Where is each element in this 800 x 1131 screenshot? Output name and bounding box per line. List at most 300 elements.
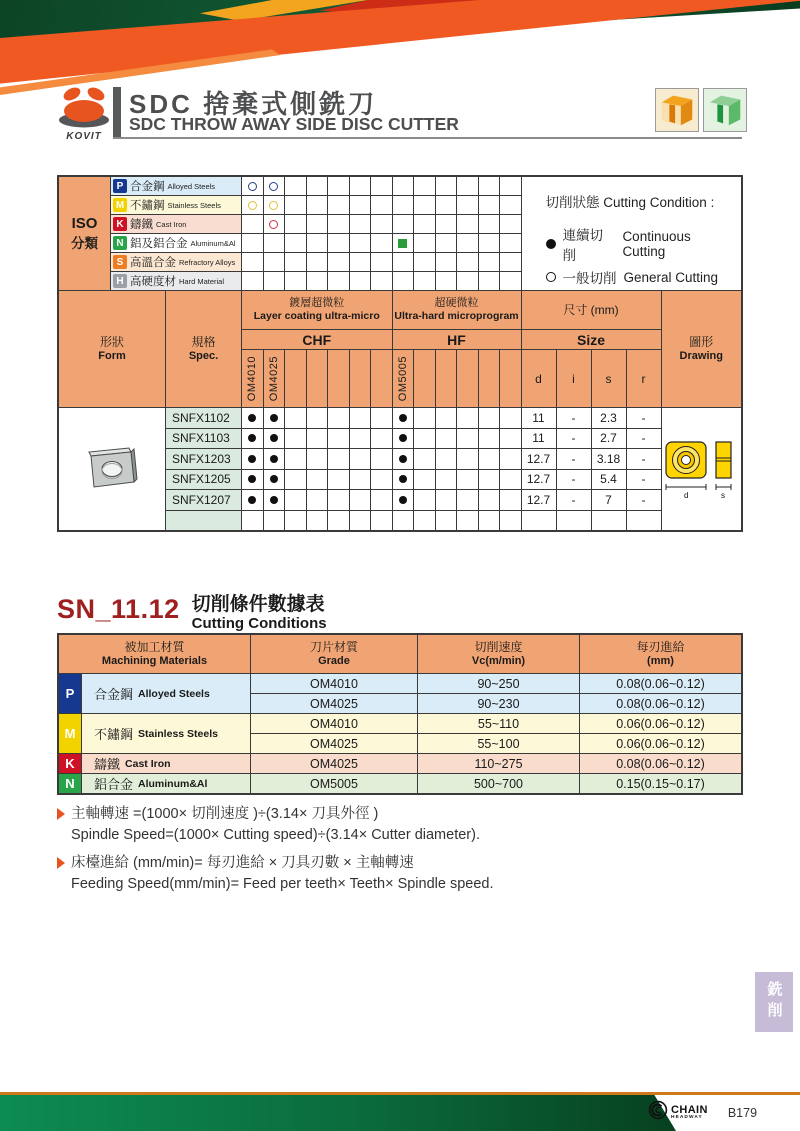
spec-iso-table: [57, 175, 743, 532]
machining-type-icons: [655, 88, 747, 132]
availability-cell: [393, 408, 414, 428]
availability-cell: [371, 449, 392, 469]
insert-dimension-drawing: [662, 408, 742, 530]
material-zh: 不鏽鋼: [94, 727, 134, 742]
iso-letter-badge: H: [113, 274, 127, 288]
iso-grid-cell: [307, 177, 328, 195]
size-value-cell: 12.7: [522, 449, 556, 469]
availability-cell: [500, 511, 521, 531]
availability-cell: [328, 408, 349, 428]
logo-wordmark: KOVIT: [66, 131, 102, 142]
iso-grid-cell: [479, 177, 500, 195]
iso-grid-cell: [414, 177, 435, 195]
iso-material-zh: 鋁及鋁合金: [130, 238, 188, 250]
iso-grid-cell: [328, 215, 349, 233]
iso-grid-cell: [242, 196, 263, 214]
ultra-header-en: Ultra-hard microprogram: [394, 310, 519, 323]
iso-grid-cell: [328, 177, 349, 195]
feed-header-en: (mm): [647, 654, 674, 667]
svg-text:s: s: [721, 491, 726, 500]
iso-grid-cell: [242, 177, 263, 195]
grade-column-header: [436, 350, 457, 407]
title-accent-bar: [113, 87, 121, 137]
iso-letter-badge: N: [113, 236, 127, 250]
availability-cell: [436, 408, 457, 428]
feeding-note-zh: 床檯進給 (mm/min)= 每刃進給 × 刀具刃數 × 主軸轉速: [71, 855, 414, 871]
spec-header-en: Spec.: [188, 349, 219, 362]
availability-cell: [371, 429, 392, 449]
material-code-cell: K: [59, 754, 81, 773]
availability-cell: [500, 490, 521, 510]
slot-milling-icon: [703, 88, 747, 132]
iso-grid-cell: [393, 177, 414, 195]
formula-notes: [57, 804, 717, 902]
general-cutting-mark: [248, 201, 257, 210]
size-value-cell: 5.4: [592, 470, 626, 490]
availability-cell: [479, 449, 500, 469]
iso-grid-cell: [414, 253, 435, 271]
availability-cell: [371, 470, 392, 490]
grade-column-header: [350, 350, 371, 407]
continuous-cutting-dot: [270, 475, 278, 483]
vc-cell: 110~275: [418, 754, 579, 773]
grade-column-header: [414, 350, 435, 407]
iso-grid-cell: [242, 215, 263, 233]
iso-grid-cell: [371, 272, 392, 290]
material-zh: 合金鋼: [94, 687, 134, 702]
size-group-header: [522, 291, 661, 329]
iso-material-en: Alloyed Steels: [167, 181, 216, 191]
spec-name-cell: SNFX1102: [166, 408, 241, 428]
milling-section-tab: 銑削: [755, 972, 793, 1032]
coating-group-header: [242, 291, 392, 329]
iso-grid-cell: [307, 253, 328, 271]
grade-label: OM5005: [396, 355, 409, 402]
hf-subheader: HF: [393, 330, 521, 349]
col-header-vc: [418, 635, 579, 673]
material-code-cell: P: [59, 674, 81, 713]
material-name-cell: [82, 754, 250, 773]
continuous-cutting-dot: [270, 434, 278, 442]
iso-grid-cell: [393, 234, 414, 252]
spec-header: [166, 291, 241, 407]
iso-grid-cell: [350, 196, 371, 214]
iso-grid-cell: [457, 177, 478, 195]
availability-cell: [350, 429, 371, 449]
iso-grid-cell: [285, 253, 306, 271]
legend-item: [546, 267, 736, 287]
availability-cell: [414, 449, 435, 469]
vc-header-en: Vc(m/min): [471, 654, 526, 667]
material-en: Stainless Steels: [138, 727, 218, 740]
iso-material-cell: [111, 234, 241, 252]
iso-grid-cell: [307, 196, 328, 214]
size-value-cell: [522, 511, 556, 531]
availability-cell: [285, 470, 306, 490]
iso-grid-cell: [436, 196, 457, 214]
grade-column-header: [457, 350, 478, 407]
material-zh: 鑄鐵: [94, 757, 121, 772]
iso-material-zh: 不鏽鋼: [130, 200, 165, 212]
iso-grid-cell: [457, 196, 478, 214]
iso-grid-cell: [285, 215, 306, 233]
availability-cell: [436, 511, 457, 531]
availability-cell: [350, 470, 371, 490]
general-cutting-mark: [269, 182, 278, 191]
iso-letter-badge: P: [113, 179, 127, 193]
grade-cell: OM4025: [251, 754, 417, 773]
material-en: Aluminum&Al: [138, 777, 208, 790]
iso-material-zh: 鑄鐵: [130, 219, 153, 231]
materials-header-en: Machining Materials: [101, 654, 208, 667]
iso-grid-cell: [307, 234, 328, 252]
iso-grid-cell: [500, 253, 521, 271]
availability-cell: [285, 408, 306, 428]
grade-column-header: [479, 350, 500, 407]
iso-grid-cell: [307, 272, 328, 290]
spec-name-cell: [166, 511, 241, 531]
material-name-cell: [82, 714, 250, 753]
cutting-condition-legend-items: [546, 224, 736, 290]
availability-cell: [436, 490, 457, 510]
form-header: [59, 291, 165, 407]
size-value-cell: -: [557, 408, 591, 428]
legend-item: [546, 224, 736, 264]
continuous-cutting-dot: [399, 496, 407, 504]
availability-cell: [328, 449, 349, 469]
material-code-cell: M: [59, 714, 81, 753]
iso-grid-cell: [371, 196, 392, 214]
grade-column-header: [242, 350, 263, 407]
grade-column-header: [264, 350, 285, 407]
size-value-cell: 11: [522, 408, 556, 428]
iso-grid-cell: [264, 253, 285, 271]
page-number: B179: [727, 1105, 758, 1120]
iso-grid-cell: [242, 272, 263, 290]
size-value-cell: -: [627, 490, 661, 510]
continuous-cutting-dot: [248, 455, 256, 463]
iso-grid-cell: [328, 272, 349, 290]
spec-name-cell: SNFX1205: [166, 470, 241, 490]
availability-cell: [479, 511, 500, 531]
iso-grid-cell: [264, 177, 285, 195]
iso-grid-cell: [371, 234, 392, 252]
iso-material-zh: 合金鋼: [130, 181, 165, 193]
availability-cell: [436, 470, 457, 490]
size-value-cell: 2.3: [592, 408, 626, 428]
size-value-cell: 2.7: [592, 429, 626, 449]
size-value-cell: 11: [522, 429, 556, 449]
iso-grid-cell: [436, 234, 457, 252]
iso-grid-cell: [457, 234, 478, 252]
availability-cell: [457, 429, 478, 449]
feed-cell: 0.06(0.06~0.12): [580, 714, 741, 733]
availability-cell: [307, 511, 328, 531]
section-code: SN_11.12: [57, 594, 180, 624]
continuous-cutting-dot: [399, 475, 407, 483]
iso-grid-cell: [414, 272, 435, 290]
section-title-zh: 切削條件數據表: [191, 594, 325, 615]
size-value-cell: -: [557, 470, 591, 490]
size-value-cell: 3.18: [592, 449, 626, 469]
iso-grid-cell: [328, 253, 349, 271]
iso-grid-cell: [285, 196, 306, 214]
iso-grid-cell: [350, 177, 371, 195]
side-milling-icon: [655, 88, 699, 132]
iso-grid-cell: [350, 215, 371, 233]
interrupted-cutting-mark: [398, 239, 407, 248]
iso-material-en: Hard Material: [179, 276, 225, 286]
gray-insert-drawing: [81, 440, 143, 498]
continuous-cutting-dot: [248, 434, 256, 442]
cutting-conditions-heading: [57, 592, 327, 632]
availability-cell: [414, 429, 435, 449]
availability-cell: [242, 408, 263, 428]
feed-cell: 0.08(0.06~0.12): [580, 674, 741, 693]
iso-grid-cell: [414, 234, 435, 252]
availability-cell: [264, 470, 285, 490]
availability-cell: [371, 490, 392, 510]
form-header-en: Form: [98, 349, 126, 362]
iso-grid-cell: [479, 253, 500, 271]
continuous-cutting-dot: [248, 475, 256, 483]
material-zh: 鋁合金: [94, 777, 134, 792]
size-subheader: Size: [522, 330, 661, 349]
insert-form-image: [59, 408, 165, 530]
availability-cell: [242, 449, 263, 469]
cutting-condition-legend: [522, 177, 742, 290]
iso-material-zh: 高溫合金: [130, 257, 176, 269]
availability-cell: [307, 490, 328, 510]
iso-material-en: Stainless Steels: [167, 200, 221, 210]
legend-zh: 一般切削: [562, 271, 617, 286]
iso-grid-cell: [436, 215, 457, 233]
availability-cell: [457, 490, 478, 510]
size-value-cell: -: [627, 449, 661, 469]
grade-label: OM4025: [267, 355, 280, 402]
availability-cell: [285, 449, 306, 469]
availability-cell: [264, 490, 285, 510]
iso-grid-cell: [371, 253, 392, 271]
iso-grid-cell: [393, 215, 414, 233]
size-value-cell: [557, 511, 591, 531]
availability-cell: [393, 449, 414, 469]
availability-cell: [264, 511, 285, 531]
iso-grid-cell: [350, 234, 371, 252]
page-title-zh: SDC 捨棄式側銑刀: [129, 89, 378, 119]
iso-grid-cell: [264, 272, 285, 290]
vc-cell: 55~110: [418, 714, 579, 733]
availability-cell: [479, 408, 500, 428]
continuous-cutting-dot: [270, 455, 278, 463]
availability-cell: [264, 408, 285, 428]
iso-material-cell: [111, 253, 241, 271]
legend-en: General Cutting: [623, 269, 719, 285]
availability-cell: [479, 470, 500, 490]
iso-grid-cell: [500, 196, 521, 214]
iso-grid-cell: [457, 215, 478, 233]
iso-letter-badge: M: [113, 198, 127, 212]
availability-cell: [328, 490, 349, 510]
availability-cell: [393, 429, 414, 449]
availability-cell: [307, 429, 328, 449]
iso-grid-cell: [393, 272, 414, 290]
general-cutting-mark: [269, 201, 278, 210]
iso-material-en: Cast Iron: [156, 219, 187, 229]
col-header-feed: [580, 635, 741, 673]
availability-cell: [457, 470, 478, 490]
iso-grid-cell: [307, 215, 328, 233]
vc-header-zh: 切削速度: [474, 639, 523, 654]
iso-grid-cell: [500, 234, 521, 252]
availability-cell: [371, 408, 392, 428]
iso-grid-cell: [479, 196, 500, 214]
col-header-materials: [59, 635, 250, 673]
size-header-zh: 尺寸 (mm): [563, 302, 619, 317]
availability-cell: [500, 429, 521, 449]
availability-cell: [479, 429, 500, 449]
materials-header-zh: 被加工材質: [124, 639, 185, 654]
availability-cell: [479, 490, 500, 510]
material-en: Alloyed Steels: [138, 687, 210, 700]
grade-cell: OM4010: [251, 714, 417, 733]
availability-cell: [414, 470, 435, 490]
availability-cell: [328, 429, 349, 449]
brand-name-line2: HEADWAY: [671, 1114, 703, 1120]
iso-grid-cell: [242, 234, 263, 252]
availability-cell: [242, 511, 263, 531]
iso-grid-cell: [264, 215, 285, 233]
ultra-group-header: [393, 291, 521, 329]
bullet-triangle-icon: [57, 857, 65, 869]
size-value-cell: -: [627, 470, 661, 490]
grade-header-zh: 刀片材質: [309, 639, 358, 654]
availability-cell: [350, 511, 371, 531]
continuous-cutting-dot: [399, 455, 407, 463]
footer-brand: [648, 1100, 757, 1125]
ultra-header-zh: 超硬微粒: [434, 296, 479, 309]
iso-letter-badge: S: [113, 255, 127, 269]
iso-grid-cell: [479, 272, 500, 290]
iso-grid-cell: [371, 215, 392, 233]
grade-column-header: [371, 350, 392, 407]
size-value-cell: -: [627, 429, 661, 449]
size-col-i: i: [557, 350, 591, 407]
iso-grid-cell: [479, 234, 500, 252]
size-value-cell: -: [627, 408, 661, 428]
continuous-cutting-dot: [270, 414, 278, 422]
material-en: Cast Iron: [125, 757, 171, 770]
vc-cell: 55~100: [418, 734, 579, 753]
availability-cell: [350, 490, 371, 510]
availability-cell: [242, 470, 263, 490]
availability-cell: [436, 449, 457, 469]
spec-name-cell: SNFX1103: [166, 429, 241, 449]
iso-material-cell: [111, 196, 241, 214]
availability-cell: [350, 408, 371, 428]
title-underline: [113, 137, 742, 139]
section-title-en: Cutting Conditions: [191, 615, 327, 632]
legend-title: 切削狀態 Cutting Condition :: [545, 195, 715, 210]
iso-grid-cell: [457, 272, 478, 290]
availability-cell: [328, 511, 349, 531]
availability-cell: [285, 429, 306, 449]
iso-grid-cell: [436, 272, 457, 290]
iso-letter-badge: K: [113, 217, 127, 231]
iso-grid-cell: [479, 215, 500, 233]
iso-grid-cell: [500, 177, 521, 195]
size-value-cell: 7: [592, 490, 626, 510]
availability-cell: [500, 408, 521, 428]
availability-cell: [350, 449, 371, 469]
grade-column-header: [328, 350, 349, 407]
availability-cell: [500, 470, 521, 490]
feed-cell: 0.08(0.06~0.12): [580, 754, 741, 773]
brand-name-line1: CHAIN: [671, 1103, 708, 1116]
coating-header-en: Layer coating ultra-micro: [253, 310, 380, 323]
chf-subheader: CHF: [242, 330, 392, 349]
grade-cell: OM4025: [251, 694, 417, 713]
availability-cell: [393, 470, 414, 490]
form-header-zh: 形狀: [99, 334, 124, 349]
availability-cell: [414, 490, 435, 510]
size-value-cell: -: [557, 429, 591, 449]
iso-label-bottom: 分類: [71, 236, 98, 251]
general-cutting-mark: [269, 220, 278, 229]
yellow-insert-drawing: [664, 428, 738, 510]
brand-logo: [56, 84, 112, 142]
grade-column-header: [285, 350, 306, 407]
availability-cell: [371, 511, 392, 531]
chain-headway-logo-icon: [648, 1100, 668, 1125]
continuous-cutting-dot: [270, 496, 278, 504]
continuous-cutting-dot: [399, 414, 407, 422]
availability-cell: [307, 449, 328, 469]
availability-cell: [264, 429, 285, 449]
vc-cell: 500~700: [418, 774, 579, 793]
material-code-cell: N: [59, 774, 81, 793]
conditions-table: [57, 633, 743, 795]
drawing-header: [662, 291, 742, 407]
iso-grid-cell: [457, 253, 478, 271]
iso-label-top: ISO: [71, 215, 98, 232]
iso-grid-cell: [500, 215, 521, 233]
availability-cell: [393, 490, 414, 510]
continuous-cutting-dot: [248, 496, 256, 504]
iso-grid-cell: [242, 253, 263, 271]
feed-cell: 0.15(0.15~0.17): [580, 774, 741, 793]
legend-en: Continuous Cutting: [622, 229, 691, 259]
continuous-cutting-dot: [399, 434, 407, 442]
continuous-cutting-dot: [248, 414, 256, 422]
filled-circle-icon: [546, 239, 556, 249]
availability-cell: [457, 408, 478, 428]
iso-material-en: Refractory Alloys: [179, 257, 236, 267]
spec-name-cell: SNFX1203: [166, 449, 241, 469]
spindle-note-en: Spindle Speed=(1000× Cutting speed)÷(3.14× Cutter diameter).: [71, 827, 480, 843]
open-circle-icon: [546, 272, 556, 282]
spindle-note-zh: 主軸轉速 =(1000× 切削速度 )÷(3.14× 刀具外徑 ): [71, 806, 379, 822]
availability-cell: [436, 429, 457, 449]
feeding-speed-note: [57, 853, 717, 895]
material-name-cell: [82, 674, 250, 713]
size-value-cell: -: [557, 490, 591, 510]
size-value-cell: [627, 511, 661, 531]
size-col-s: s: [592, 350, 626, 407]
iso-material-cell: [111, 215, 241, 233]
grade-cell: OM5005: [251, 774, 417, 793]
grade-column-header: [307, 350, 328, 407]
